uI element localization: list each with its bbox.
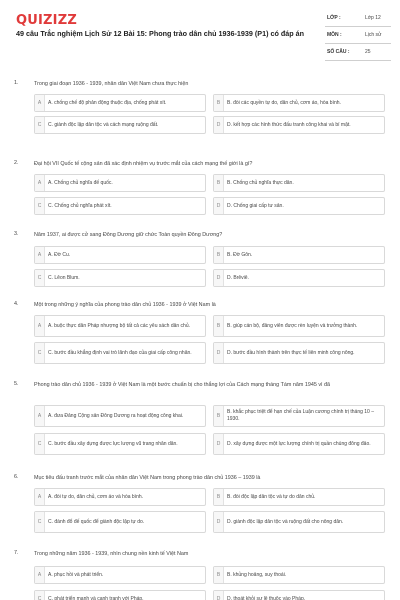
option-letter: A <box>35 567 45 583</box>
option-text: B. giúp cán bộ, đảng viên được rèn luyện và trưởng thành. <box>227 322 358 329</box>
option-c[interactable] <box>34 433 206 455</box>
option-c[interactable] <box>34 269 206 287</box>
option-letter: C <box>35 270 45 286</box>
option-text: A. buộc thực dân Pháp nhượng bộ tất cả các yêu sách dân chủ. <box>48 322 191 329</box>
option-letter: D <box>214 270 224 286</box>
question-text: Trong giai đoạn 1936 - 1939, nhân dân Việt Nam chưa thực hiện <box>34 81 189 87</box>
option-b[interactable] <box>213 315 385 337</box>
option-text: C. đánh đổ đế quốc để giành độc lập tự do. <box>48 518 145 525</box>
meta-box <box>325 10 391 62</box>
option-letter: D <box>214 434 224 454</box>
option-text: A. Đờ Cu. <box>48 251 71 258</box>
question-text: Đại hội VII Quốc tế cộng sản đã xác định nhiệm vụ trước mắt của cách mạng thế giới là gì? <box>34 161 253 167</box>
meta-label: MÔN : <box>327 32 342 38</box>
option-b[interactable] <box>213 566 385 584</box>
option-text: B. khắc phục triệt để hạn chế của Luận cương chính trị tháng 10 – 1930. <box>227 409 374 422</box>
option-a[interactable] <box>34 315 206 337</box>
question-number: 7. <box>14 550 19 556</box>
option-letter: B <box>214 175 224 191</box>
option-c[interactable] <box>34 511 206 533</box>
option-text: D. kết hợp các hình thức đấu tranh công khai và bí mật. <box>227 121 351 128</box>
option-text: D. Brêviê. <box>227 274 249 281</box>
option-letter: A <box>35 489 45 505</box>
option-text: D. thoát khỏi sự lệ thuộc vào Pháp. <box>227 595 306 600</box>
meta-value: Lịch sử <box>365 32 382 38</box>
question-number: 4. <box>14 301 19 307</box>
option-letter: A <box>35 247 45 263</box>
option-a[interactable] <box>34 174 206 192</box>
option-d[interactable] <box>213 433 385 455</box>
option-text: D. xây dựng được một lực lượng chính trị quần chúng đông đảo. <box>227 440 371 447</box>
question-number: 2. <box>14 160 19 166</box>
option-text: A. chống chế độ phản động thuộc địa, chống phát xít. <box>48 99 167 106</box>
option-letter: C <box>35 343 45 363</box>
meta-value: 25 <box>365 49 371 55</box>
option-d[interactable] <box>213 511 385 533</box>
option-text: B. đòi các quyền tự do, dân chủ, cơm áo, hòa bình. <box>227 99 341 106</box>
option-letter: B <box>214 316 224 336</box>
question-number: 5. <box>14 381 19 387</box>
option-text: A. đưa Đảng Cộng sản Đông Dương ra hoạt động công khai. <box>48 412 184 419</box>
question-text: Một trong những ý nghĩa của phong trào dân chủ 1936 - 1939 ở Việt Nam là <box>34 302 216 308</box>
option-d[interactable] <box>213 116 385 134</box>
option-b[interactable] <box>213 246 385 264</box>
option-text: C. bước đầu khẳng định vai trò lãnh đạo của giai cấp công nhân. <box>48 349 192 356</box>
option-d[interactable] <box>213 197 385 215</box>
option-d[interactable] <box>213 590 385 600</box>
option-letter: D <box>214 198 224 214</box>
option-text: B. Đờ Gôn. <box>227 251 253 258</box>
option-text: C. bước đầu xây dựng được lực lượng vũ trang nhân dân. <box>48 440 178 447</box>
option-letter: D <box>214 512 224 532</box>
option-a[interactable] <box>34 246 206 264</box>
option-letter: A <box>35 316 45 336</box>
option-letter: B <box>214 406 224 426</box>
option-letter: B <box>214 567 224 583</box>
option-text: C. phát triển mạnh và cạnh tranh với Pháp. <box>48 595 144 600</box>
option-b[interactable] <box>213 405 385 427</box>
option-c[interactable] <box>34 197 206 215</box>
option-letter: C <box>35 591 45 600</box>
meta-label: SỐ CÂU : <box>327 49 350 55</box>
question-text: Năm 1937, ai được cử sang Đông Dương giữ chức Toàn quyền Đông Dương? <box>34 232 223 238</box>
option-letter: B <box>214 95 224 111</box>
option-d[interactable] <box>213 342 385 364</box>
page-header <box>0 0 400 70</box>
page-title: 49 câu Trắc nghiệm Lịch Sử 12 Bài 15: Phong trào dân chủ 1936-1939 (P1) có đáp án <box>16 29 305 38</box>
option-letter: D <box>214 591 224 600</box>
option-letter: C <box>35 117 45 133</box>
option-a[interactable] <box>34 488 206 506</box>
option-text: B. khủng hoảng, suy thoái. <box>227 571 287 578</box>
question-number: 6. <box>14 474 19 480</box>
option-text: D. bước đầu hình thành trên thực tế liên minh công nông. <box>227 349 355 356</box>
meta-row-class <box>325 10 391 27</box>
option-letter: D <box>214 343 224 363</box>
option-text: A. đòi tự do, dân chủ, cơm áo và hòa bình. <box>48 493 144 500</box>
meta-value: Lớp 12 <box>365 15 381 21</box>
option-text: B. đòi độc lập dân tộc và tự do dân chủ. <box>227 493 316 500</box>
option-c[interactable] <box>34 342 206 364</box>
question-text: Mục tiêu đấu tranh trước mắt của nhân dân Việt Nam trong phong trào dân chủ 1936 – 1939 là <box>34 475 261 481</box>
option-letter: D <box>214 117 224 133</box>
option-a[interactable] <box>34 566 206 584</box>
option-text: D. Chống giai cấp tư sản. <box>227 202 284 209</box>
question-text: Trong những năm 1936 - 1939, nhìn chung nền kinh tế Việt Nam <box>34 551 189 557</box>
option-letter: C <box>35 512 45 532</box>
option-letter: B <box>214 489 224 505</box>
option-text: C. Chống chủ nghĩa phát xít. <box>48 202 112 209</box>
option-a[interactable] <box>34 94 206 112</box>
quizizz-logo: QUIZIZZ <box>16 13 77 28</box>
option-b[interactable] <box>213 94 385 112</box>
question-number: 3. <box>14 231 19 237</box>
option-text: B. Chống chủ nghĩa thực dân. <box>227 179 294 186</box>
option-b[interactable] <box>213 488 385 506</box>
option-letter: C <box>35 434 45 454</box>
option-letter: C <box>35 198 45 214</box>
option-d[interactable] <box>213 269 385 287</box>
option-text: A. phục hồi và phát triển. <box>48 571 104 578</box>
option-text: C. giành độc lập dân tộc và cách mạng ruộng đất. <box>48 121 159 128</box>
question-text: Phong trào dân chủ 1936 - 1939 ở Việt Nam là một bước chuẩn bị cho thắng lợi của Cách mạng tháng Tám năm 1945 vì đã <box>34 382 331 388</box>
question-number: 1. <box>14 80 19 86</box>
option-letter: A <box>35 406 45 426</box>
option-letter: A <box>35 95 45 111</box>
option-letter: B <box>214 247 224 263</box>
option-c[interactable] <box>34 116 206 134</box>
meta-row-count <box>325 44 391 61</box>
option-text: A. Chống chủ nghĩa đế quốc. <box>48 179 113 186</box>
meta-row-subject <box>325 27 391 44</box>
option-text: D. giành độc lập dân tộc và ruộng đất cho nông dân. <box>227 518 344 525</box>
option-b[interactable] <box>213 174 385 192</box>
meta-label: LỚP : <box>327 15 341 21</box>
option-a[interactable] <box>34 405 206 427</box>
option-letter: A <box>35 175 45 191</box>
option-c[interactable] <box>34 590 206 600</box>
option-text: C. Lêon Blum. <box>48 274 80 281</box>
